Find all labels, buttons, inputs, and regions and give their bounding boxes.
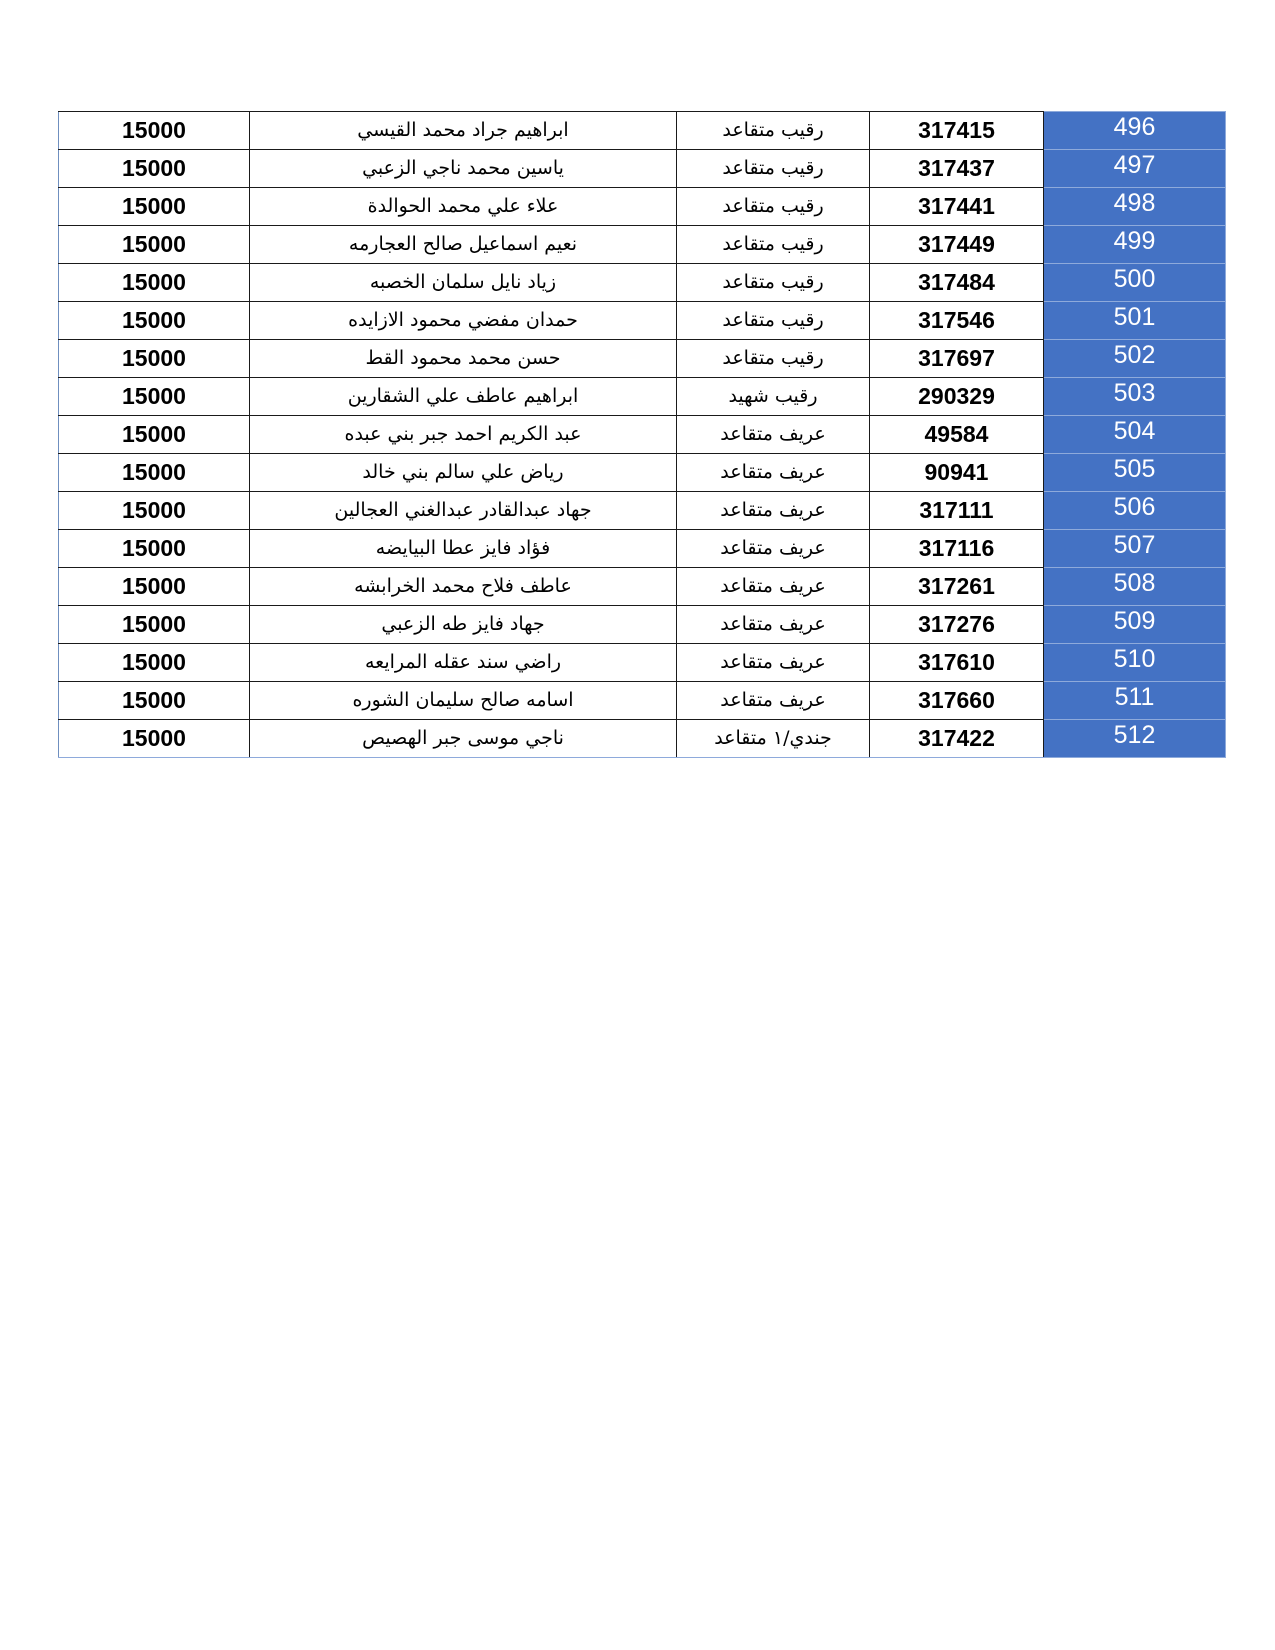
table-row [59, 302, 1226, 340]
table-row [59, 264, 1226, 302]
id-number-cell: 317484 [870, 264, 1044, 302]
name-cell: عاطف فلاح محمد الخرابشه [250, 568, 677, 606]
table-row [59, 150, 1226, 188]
name-cell: اسامه صالح سليمان الشوره [250, 682, 677, 720]
name-cell: زياد نايل سلمان الخصبه [250, 264, 677, 302]
rank-cell: عريف متقاعد [677, 644, 870, 682]
table-row [59, 226, 1226, 264]
roster-table [58, 111, 1226, 758]
amount-cell: 15000 [59, 302, 250, 340]
name-cell: نعيم اسماعيل صالح العجارمه [250, 226, 677, 264]
name-cell: حمدان مفضي محمود الازايده [250, 302, 677, 340]
id-number-cell: 317276 [870, 606, 1044, 644]
id-number-cell: 317546 [870, 302, 1044, 340]
rank-cell: رقيب متقاعد [677, 226, 870, 264]
sequence-number-cell: 508 [1044, 568, 1226, 606]
sequence-number-cell: 501 [1044, 302, 1226, 340]
id-number-cell: 317116 [870, 530, 1044, 568]
name-cell: جهاد عبدالقادر عبدالغني العجالين [250, 492, 677, 530]
sequence-number-cell: 500 [1044, 264, 1226, 302]
table-row [59, 606, 1226, 644]
amount-cell: 15000 [59, 644, 250, 682]
rank-cell: رقيب متقاعد [677, 150, 870, 188]
sequence-number-cell: 512 [1044, 720, 1226, 758]
rank-cell: رقيب متقاعد [677, 302, 870, 340]
id-number-cell: 317449 [870, 226, 1044, 264]
table-row [59, 530, 1226, 568]
id-number-cell: 317415 [870, 112, 1044, 150]
table-row [59, 112, 1226, 150]
table-row [59, 454, 1226, 492]
amount-cell: 15000 [59, 530, 250, 568]
name-cell: ناجي موسى جبر الهصيص [250, 720, 677, 758]
sequence-number-cell: 503 [1044, 378, 1226, 416]
sequence-number-cell: 498 [1044, 188, 1226, 226]
name-cell: فؤاد فايز عطا البيايضه [250, 530, 677, 568]
sequence-number-cell: 507 [1044, 530, 1226, 568]
rank-cell: عريف متقاعد [677, 492, 870, 530]
rank-cell: عريف متقاعد [677, 568, 870, 606]
rank-cell: رقيب متقاعد [677, 264, 870, 302]
table-row [59, 644, 1226, 682]
rank-cell: عريف متقاعد [677, 682, 870, 720]
amount-cell: 15000 [59, 416, 250, 454]
id-number-cell: 49584 [870, 416, 1044, 454]
table-row [59, 188, 1226, 226]
amount-cell: 15000 [59, 188, 250, 226]
name-cell: ابراهيم عاطف علي الشقارين [250, 378, 677, 416]
name-cell: جهاد فايز طه الزعبي [250, 606, 677, 644]
id-number-cell: 317697 [870, 340, 1044, 378]
amount-cell: 15000 [59, 340, 250, 378]
name-cell: رياض علي سالم بني خالد [250, 454, 677, 492]
name-cell: عبد الكريم احمد جبر بني عبده [250, 416, 677, 454]
sequence-number-cell: 509 [1044, 606, 1226, 644]
rank-cell: عريف متقاعد [677, 416, 870, 454]
amount-cell: 15000 [59, 568, 250, 606]
amount-cell: 15000 [59, 454, 250, 492]
id-number-cell: 317441 [870, 188, 1044, 226]
table-row [59, 340, 1226, 378]
name-cell: ابراهيم جراد محمد القيسي [250, 112, 677, 150]
amount-cell: 15000 [59, 378, 250, 416]
id-number-cell: 317660 [870, 682, 1044, 720]
table-row [59, 682, 1226, 720]
rank-cell: رقيب متقاعد [677, 188, 870, 226]
rank-cell: رقيب متقاعد [677, 112, 870, 150]
rank-cell: رقيب متقاعد [677, 340, 870, 378]
table-row [59, 416, 1226, 454]
amount-cell: 15000 [59, 606, 250, 644]
rank-cell: عريف متقاعد [677, 454, 870, 492]
rank-cell: جندي/١ متقاعد [677, 720, 870, 758]
roster-table-body [59, 112, 1226, 758]
amount-cell: 15000 [59, 264, 250, 302]
table-row [59, 568, 1226, 606]
sequence-number-cell: 506 [1044, 492, 1226, 530]
sequence-number-cell: 502 [1044, 340, 1226, 378]
amount-cell: 15000 [59, 682, 250, 720]
sequence-number-cell: 496 [1044, 112, 1226, 150]
sequence-number-cell: 504 [1044, 416, 1226, 454]
rank-cell: عريف متقاعد [677, 606, 870, 644]
id-number-cell: 90941 [870, 454, 1044, 492]
table-row [59, 378, 1226, 416]
id-number-cell: 317111 [870, 492, 1044, 530]
id-number-cell: 290329 [870, 378, 1044, 416]
sequence-number-cell: 497 [1044, 150, 1226, 188]
name-cell: حسن محمد محمود القط [250, 340, 677, 378]
amount-cell: 15000 [59, 492, 250, 530]
sequence-number-cell: 511 [1044, 682, 1226, 720]
sequence-number-cell: 510 [1044, 644, 1226, 682]
amount-cell: 15000 [59, 720, 250, 758]
id-number-cell: 317610 [870, 644, 1044, 682]
table-row [59, 720, 1226, 758]
rank-cell: رقيب شهيد [677, 378, 870, 416]
amount-cell: 15000 [59, 226, 250, 264]
id-number-cell: 317422 [870, 720, 1044, 758]
name-cell: علاء علي محمد الحوالدة [250, 188, 677, 226]
sequence-number-cell: 505 [1044, 454, 1226, 492]
name-cell: راضي سند عقله المرايعه [250, 644, 677, 682]
amount-cell: 15000 [59, 112, 250, 150]
id-number-cell: 317437 [870, 150, 1044, 188]
amount-cell: 15000 [59, 150, 250, 188]
table-row [59, 492, 1226, 530]
rank-cell: عريف متقاعد [677, 530, 870, 568]
id-number-cell: 317261 [870, 568, 1044, 606]
sequence-number-cell: 499 [1044, 226, 1226, 264]
name-cell: ياسين محمد ناجي الزعبي [250, 150, 677, 188]
